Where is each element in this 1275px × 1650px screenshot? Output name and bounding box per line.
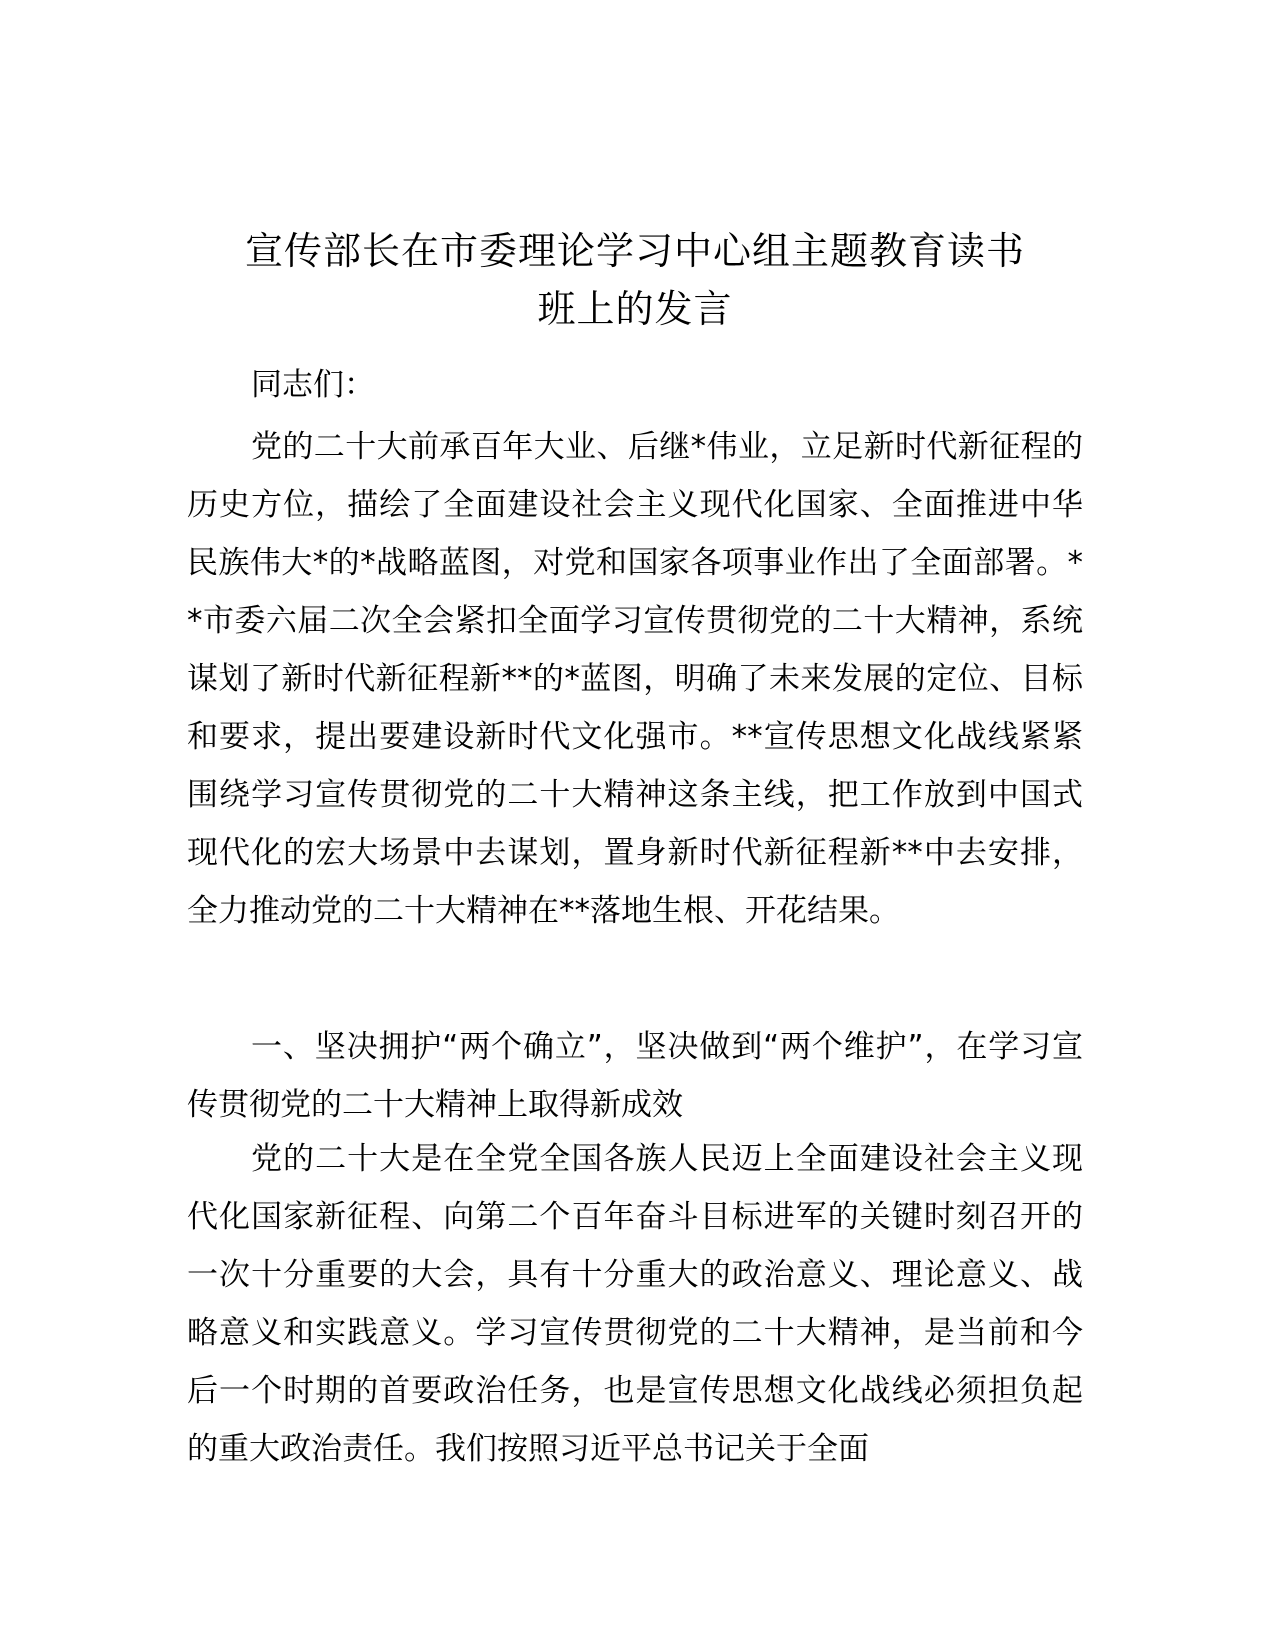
section-1-paragraph: 党的二十大是在全党全国各族人民迈上全面建设社会主义现代化国家新征程、向第二个百年奋斗目标进军的关键时刻召开的一次十分重要的大会，具有十分重大的政治意义、理论意义、战略意义和实践意义。学习宣传贯彻党的二十大精神，是当前和今后一个时期的首要政治任务，也是宣传思想文化战线必须担负起的重大政治责任。我们按照习近平总书记关于全面 — [187, 1141, 1083, 1467]
greeting-paragraph: 同志们： — [251, 367, 375, 403]
title-line-1: 宣传部长在市委理论学习中心组主题教育读书 — [244, 229, 1025, 273]
title-line-2: 班上的发言 — [537, 287, 733, 331]
document-title — [170, 222, 1100, 338]
section-heading-1: 一、坚决拥护“两个确立”，坚决做到“两个维护”，在学习宣传贯彻党的二十大精神上取得新成效 — [187, 1029, 1083, 1123]
intro-paragraph: 党的二十大前承百年大业、后继*伟业，立足新时代新征程的历史方位，描绘了全面建设社会主义现代化国家、全面推进中华民族伟大*的*战略蓝图，对党和国家各项事业作出了全面部署。**市委六届二次全会紧扣全面学习宣传贯彻党的二十大精神，系统谋划了新时代新征程新**的*蓝图，明确了未来发展的定位、目标和要求，提出要建设新时代文化强市。**宣传思想文化战线紧紧围绕学习宣传贯彻党的二十大精神这条主线，把工作放到中国式现代化的宏大场景中去谋划，置身新时代新征程新**中去安排，全力推动党的二十大精神在**落地生根、开花结果。 — [187, 429, 1083, 929]
